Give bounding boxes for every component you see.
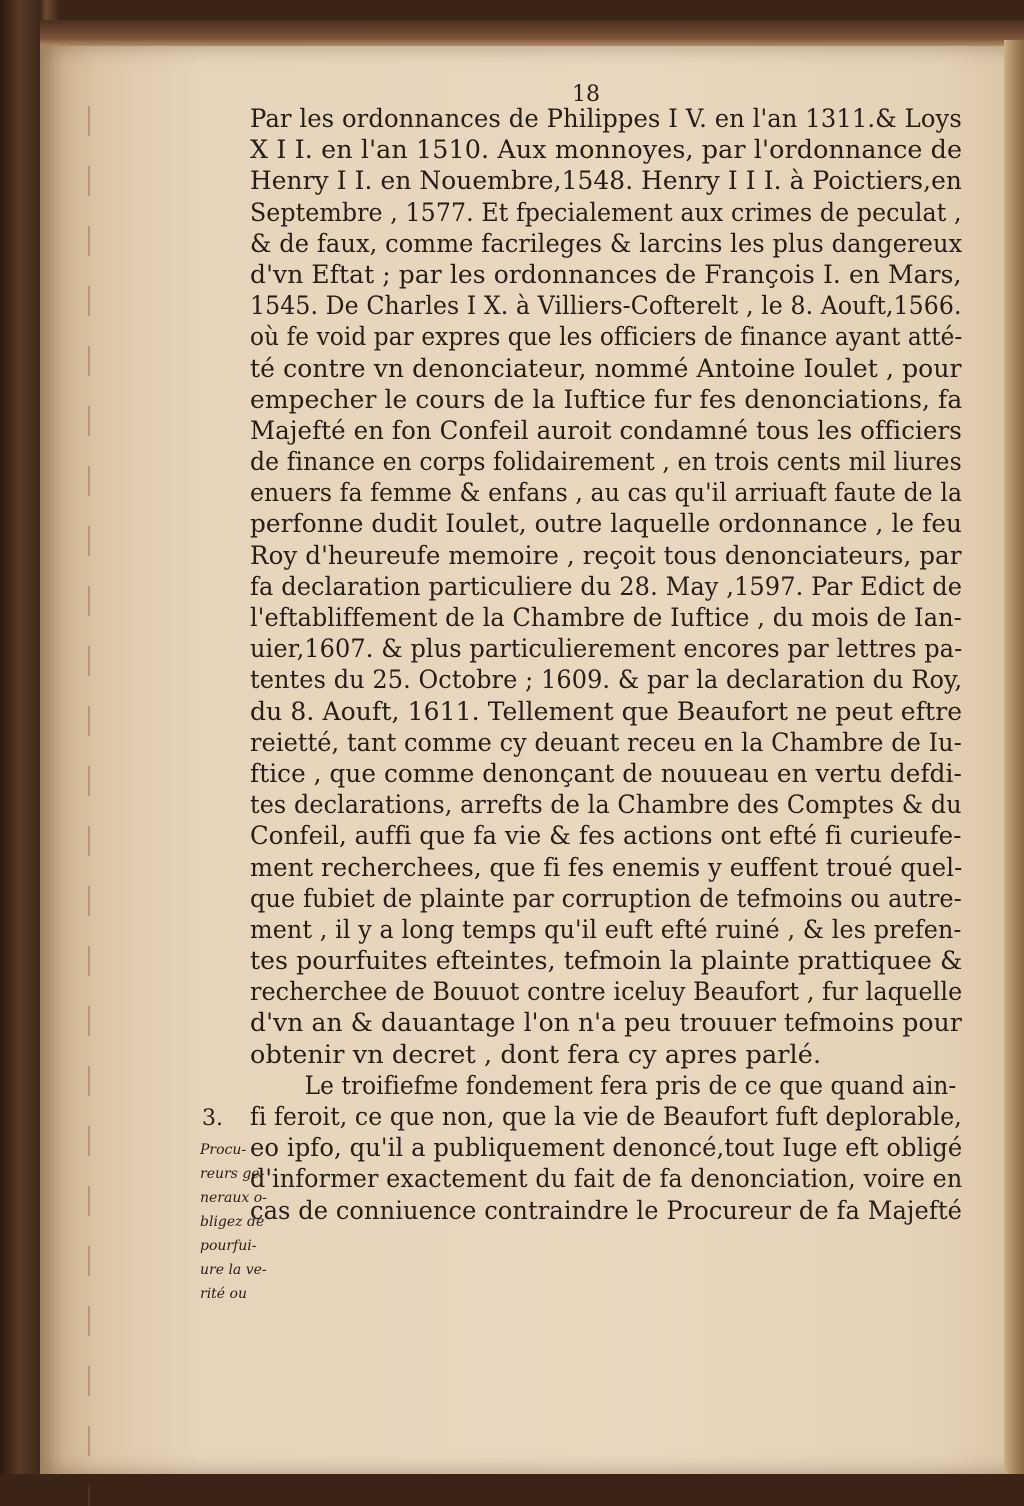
text-line: de finance en corps folidairement , en trois cents mil liures (250, 447, 962, 478)
text-line: du 8. Aouft, 1611. Tellement que Beaufort ne peut eftre (250, 696, 963, 727)
paragraph-start-line: Le troifiefme fondement fera pris de ce que quand ain- (304, 1070, 957, 1101)
marginal-note-line: neraux o- (200, 1190, 267, 1206)
text-line: recherchee de Bouuot contre iceluy Beaufort , fur laquelle (250, 977, 963, 1008)
text-line: fa declaration particuliere du 28. May ,1597. Par Edict de (250, 571, 963, 602)
text-line: d'vn an & dauantage l'on n'a peu trouuer tefmoins pour (250, 1008, 962, 1039)
text-line: X I I. en l'an 1510. Aux monnoyes, par l'ordonnance de (250, 135, 963, 166)
marginal-note-line: pourfui- (200, 1238, 257, 1254)
text-line: obtenir vn decret , dont fera cy apres parlé. (250, 1039, 822, 1070)
text-line: d'informer exactement du fait de fa denonciation, voire en (250, 1164, 963, 1195)
page-number: 18 (572, 82, 600, 107)
text-line: où fe void par expres que les officiers de finance ayant atté- (250, 322, 963, 353)
body-text (250, 104, 962, 1227)
marginal-note-line: Procu- (200, 1142, 247, 1158)
text-line: té contre vn denonciateur, nommé Antoine Ioulet , pour (250, 353, 962, 384)
text-line: tentes du 25. Octobre ; 1609. & par la declaration du Roy, (250, 665, 963, 696)
text-line: Majefté en fon Confeil auroit condamné tous les officiers (250, 415, 962, 446)
text-line: Confeil, auffi que fa vie & fes actions ont efté fi curieufe- (250, 821, 962, 852)
text-line: d'vn Eftat ; par les ordonnances de François I. en Mars, (250, 259, 962, 290)
text-line: enuers fa femme & enfans , au cas qu'il arriuaft faute de la (250, 478, 963, 509)
text-line: Par les ordonnances de Philippes I V. en l'an 1311.& Loys (250, 104, 962, 134)
text-line: Septembre , 1577. Et fpecialement aux crimes de peculat , (250, 197, 962, 228)
text-line: & de faux, comme facrileges & larcins les plus dangereux (250, 228, 963, 259)
section-number: 3. (202, 1106, 223, 1131)
text-line: eo ipfo, qu'il a publiquement denoncé,tout Iuge eft obligé (250, 1133, 963, 1164)
text-line: uier,1607. & plus particulierement encores par lettres pa- (250, 634, 963, 665)
text-line: tes pourfuites efteintes, tefmoin la plainte prattiquee & (250, 946, 963, 977)
text-line: que fubiet de plainte par corruption de tefmoins ou autre- (250, 883, 962, 914)
text-line: tes declarations, arrefts de la Chambre des Comptes & du (250, 790, 962, 821)
marginal-note-line: rité ou (200, 1286, 247, 1302)
text-line: Roy d'heureufe memoire , reçoit tous denonciateurs, par (250, 540, 962, 571)
text-line: ftice , que comme denonçant de nouueau en vertu defdi- (250, 758, 962, 789)
marginal-note-line: bligez de (200, 1214, 265, 1230)
text-line: empecher le cours de la Iuftice fur fes denonciations, fa (250, 384, 963, 415)
text-line: Henry I I. en Nouembre,1548. Henry I I I. à Poictiers,en (250, 166, 963, 197)
marginal-note (200, 1138, 270, 1306)
right-page-edge (1004, 40, 1024, 1474)
text-line: reietté, tant comme cy deuant receu en la Chambre de Iu- (250, 727, 962, 758)
text-line: fi feroit, ce que non, que la vie de Beaufort fuft deplorable, (250, 1102, 962, 1132)
text-line: perfonne dudit Ioulet, outre laquelle ordonnance , le feu (250, 509, 963, 540)
text-line: 1545. De Charles I X. à Villiers-Cofterelt , le 8. Aouft,1566. (250, 291, 962, 322)
text-line: ment , il y a long temps qu'il euft efté ruiné , & les prefen- (250, 914, 962, 945)
marginal-note-line: ure la ve- (200, 1262, 267, 1278)
marginal-note-line: reurs ge- (200, 1166, 265, 1182)
text-line: cas de conniuence contraindre le Procureur de fa Majefté (250, 1195, 962, 1226)
margin-ruling (88, 106, 90, 1506)
text-line: l'eftabliffement de la Chambre de Iuftice , du mois de Ian- (250, 603, 962, 633)
text-line: ment recherchees, que fi fes enemis y euffent troué quel- (250, 852, 963, 883)
